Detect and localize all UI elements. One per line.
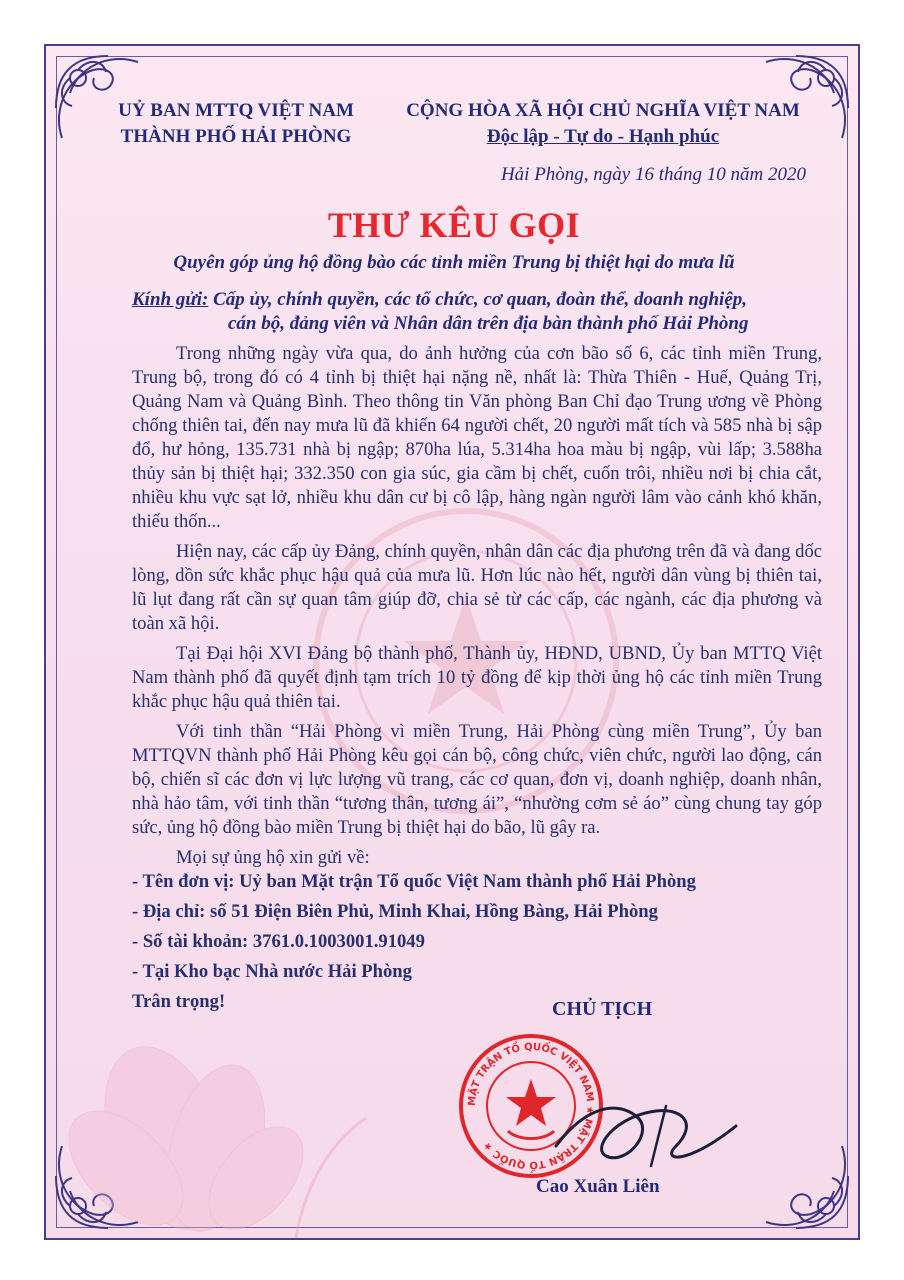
signer-title: CHỦ TỊCH: [552, 998, 653, 1020]
letter-body: [132, 342, 822, 1020]
issuer-block: [106, 98, 366, 150]
detail-unit-name: - Tên đơn vị: Uỷ ban Mặt trận Tổ quốc Việt Nam thành phố Hải Phòng: [132, 871, 696, 892]
issuer-line-1: UỶ BAN MTTQ VIỆT NAM: [118, 100, 354, 121]
corner-ornament-icon: [736, 1116, 856, 1236]
svg-text:MẶT TRẬN TỔ QUỐC VIỆT NAM ★ MẶ: MẶT TRẬN TỔ QUỐC VIỆT NAM ★ MẶT TRẬN TỔ QUỐC ★: [466, 1041, 596, 1171]
corner-ornament-icon: [48, 1116, 168, 1236]
paragraph: Trong những ngày vừa qua, do ảnh hưởng của cơn bão số 6, các tỉnh miền Trung, Trung bộ, trong đó có 4 tỉnh bị thiệt hại nặng nề, nhất là: Thừa Thiên - Huế, Quảng Trị, Quảng Nam và Quảng Bình. Theo thông tin Văn phòng Ban Chỉ đạo Trung ương về Phòng chống thiên tai, đến nay mưa lũ đã khiến 64 người chết, 20 người mất tích và 585 nhà bị sập đổ, hư hỏng, 135.731 nhà bị ngập; 870ha lúa, 5.314ha hoa màu bị ngập, vùi lấp; 3.588ha thủy sản bị thiệt hại; 332.350 con gia súc, gia cầm bị chết, cuốn trôi, nhiều nơi bị chia cắt, nhiều khu vực sạt lở, nhiều khu dân cư bị cô lập, hàng ngàn người lâm vào cảnh khó khăn, thiếu thốn...: [132, 343, 822, 532]
recipient-label: Kính gửi:: [132, 289, 209, 310]
recipient-line-1: Cấp ủy, chính quyền, các tổ chức, cơ quan, đoàn thể, doanh nghiệp,: [213, 289, 748, 310]
document-date: Hải Phòng, ngày 16 tháng 10 năm 2020: [500, 164, 806, 185]
national-title: CỘNG HÒA XÃ HỘI CHỦ NGHĨA VIỆT NAM: [406, 100, 800, 121]
detail-account-number: - Số tài khoản: 3761.0.1003001.91049: [132, 931, 425, 952]
letter-page: [44, 44, 860, 1240]
recipient-line-2: cán bộ, đảng viên và Nhân dân trên địa bàn thành phố Hải Phòng: [228, 313, 749, 334]
detail-address: - Địa chỉ: số 51 Điện Biên Phủ, Minh Khai, Hồng Bàng, Hải Phòng: [132, 901, 658, 922]
paragraph: Tại Đại hội XVI Đảng bộ thành phố, Thành ủy, HĐND, UBND, Ủy ban MTTQ Việt Nam thành phố đã quyết định tạm trích 10 tỷ đồng để kịp thời ủng hộ các tỉnh miền Trung khắc phục hậu quả thiên tai.: [132, 643, 822, 712]
document-subtitle: Quyên góp ủng hộ đồng bào các tỉnh miền Trung bị thiệt hại do mưa lũ: [173, 252, 735, 273]
national-motto: Độc lập - Tự do - Hạnh phúc: [486, 126, 720, 147]
paragraph: Hiện nay, các cấp ủy Đảng, chính quyền, nhân dân các địa phương trên đã và đang dốc lòng, dồn sức khắc phục hậu quả của mưa lũ. Hơn lúc nào hết, người dân vùng bị thiên tai, lũ lụt đang rất cần sự quan tâm giúp đỡ, chia sẻ từ các cấp, các ngành, các địa phương và toàn xã hội.: [132, 541, 822, 634]
send-intro: Mọi sự ủng hộ xin gửi về:: [176, 847, 370, 868]
national-header: [378, 98, 828, 150]
detail-treasury: - Tại Kho bạc Nhà nước Hải Phòng: [132, 961, 412, 982]
signer-name: Cao Xuân Liên: [536, 1176, 660, 1197]
issuer-line-2: THÀNH PHỐ HẢI PHÒNG: [120, 126, 352, 147]
paragraph: Với tinh thần “Hải Phòng vì miền Trung, Hải Phòng cùng miền Trung”, Ủy ban MTTQVN thành phố Hải Phòng kêu gọi cán bộ, công chức, viên chức, người lao động, cán bộ, chiến sĩ các đơn vị lực lượng vũ trang, các cơ quan, đơn vị, doanh nghiệp, doanh nhân, nhà hảo tâm, với tinh thần “tương thân, tương ái”, “nhường cơm sẻ áo” cùng chung tay góp sức, ủng hộ đồng bào miền Trung bị thiệt hại do bão, lũ gây ra.: [132, 721, 822, 838]
recipient-block: [132, 288, 832, 336]
document-title: THƯ KÊU GỌI: [327, 205, 581, 245]
closing-text: Trân trọng!: [132, 991, 226, 1012]
